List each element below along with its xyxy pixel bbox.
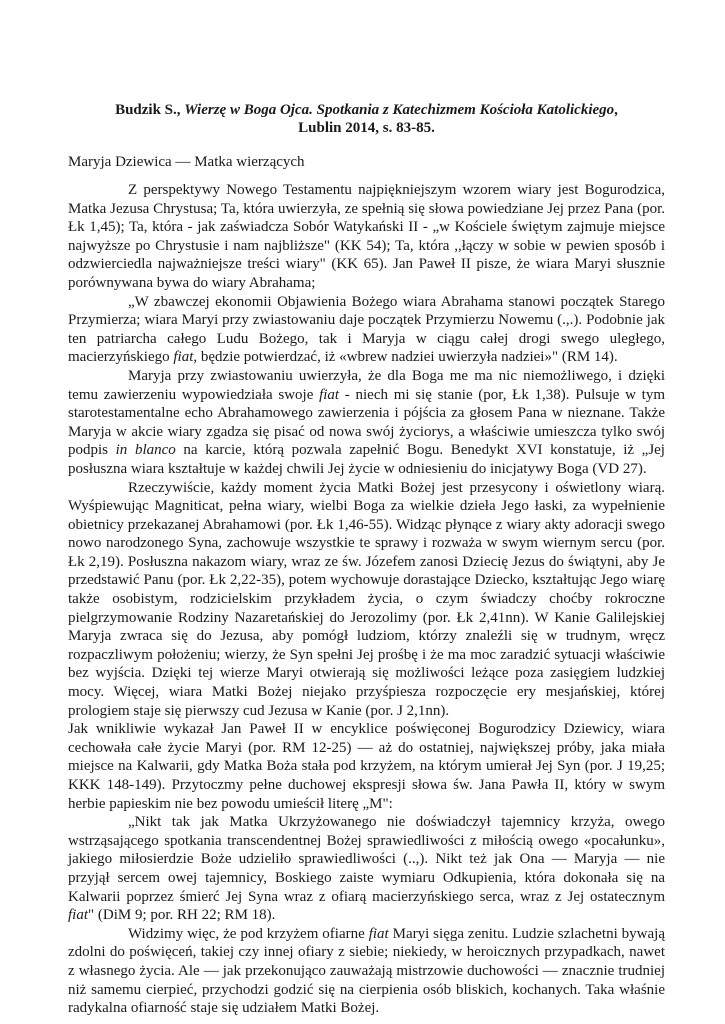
paragraph xyxy=(68,293,665,367)
text-run: Widzimy więc, że pod krzyżem ofiarne xyxy=(128,925,369,942)
citation-publication: Lublin 2014, s. 83-85. xyxy=(298,120,435,136)
paragraph xyxy=(68,367,665,479)
text-run: Rzeczywiście, każdy moment życia Matki Bożej jest przesycony i oświetlony wiarą. Wyśpiewując Magniticat, pełna wiary, wielbi Boga za wielkie dzieła Jego łaski, za wypełnienie obietnicy przekazanej Abrahamowi (por. Łk 1,46-55). Widząc płynące z wiary akty adoracji swego nowo narodzonego Syna, zachowuje wszystkie te sprawy i rozważa w swym wiernym sercu (por. Łk 2,19). Posłuszna nakazom wiary, wraz ze św. Józefem zanosi Dziecię Jezus do świątyni, aby Je przedstawić Panu (por. Łk 2,22-35), potem wychowuje dorastające Dziecko, kształtując Jego wiarę także osobistym, rodzicielskim przykładem życia, o czym świadczy choćby rokroczne pielgrzymowanie Rodziny Nazaretańskiej do Jerozolimy (por. Łk 2,41nn). W Kanie Galilejskiej Maryja zwraca się do Jezusa, aby pomógł ludziom, którzy znaleźli się w trudnym, wręcz rozpaczliwym położeniu; wierzy, że Syn spełni Jej prośbę i że ma moc zaradzić sytuacji właściwie bez wyjścia. Dzięki tej wierze Maryi otwierają się możliwości leżące poza zasięgiem ludzkiej mocy. Więcej, wiara Matki Bożej niejako przyśpiesza rozpoczęcie ery mesjańskiej, której prologiem staje się pierwszy cud Jezusa w Kanie (por. J 2,1nn). xyxy=(68,479,665,719)
italic-term: fiat xyxy=(173,349,194,366)
text-run: Jak wnikliwie wykazał Jan Paweł II w encyklice poświęconej Bogurodzicy Dziewicy, wiara cechowała całe życie Maryi (por. RM 12-25) — aż do ostatniej, największej próby, jaka miała miejsce na Kalwarii, gdy Matka Boża stała pod krzyżem, na którym umierał Jej Syn (por. J 19,25; KKK 148-149). Przytoczmy pełne duchowej ekspresji słowa św. Jana Pawła II, który w swym herbie papieskim nie bez powodu umieścił literę „M": xyxy=(68,721,665,812)
text-run: , będzie potwierdzać, iż «wbrew nadziei uwierzyła nadziei»" (RM 14). xyxy=(193,349,618,366)
text-run: Maryja przy zwiastowaniu uwierzyła, że dla Boga me ma nic niemożliwego, i dzięki temu zawierzeniu wypowiedziała swoje xyxy=(68,367,665,403)
paragraph xyxy=(68,720,665,813)
paragraph xyxy=(68,479,665,721)
section-title: Maryja Dziewica — Matka wierzących xyxy=(68,154,305,170)
citation-comma: , xyxy=(614,102,618,118)
citation-header xyxy=(68,101,665,137)
italic-term: in blanco xyxy=(115,442,176,459)
italic-term: fiat xyxy=(319,386,340,403)
text-run: na karcie, którą pozwala zapełnić Bogu. Benedykt XVI konstatuje, iż „Jej posłuszna wiara kształtuje w każdej chwili Jej życie w odniesieniu do inicjatywy Boga (VD 27). xyxy=(68,442,665,477)
text-run: Maryi sięga zenitu. Ludzie szlachetni bywają zdolni do poświęceń, takiej czy innej ofiary z siebie; niekiedy, w heroicznych przypadkach, nawet z własnego życia. Ale — jak przekonująco zauważają mistrzowie duchowości — znacznie trudniej niż samemu cierpieć, przychodzi godzić się na cierpienia osób bliskich, kochanych. Taka właśnie radykalna ofiarność staje się udziałem Matki Bożej. xyxy=(68,925,665,1017)
paragraph xyxy=(68,181,665,293)
text-run: „Nikt tak jak Matka Ukrzyżowanego nie doświadczył tajemnicy krzyża, owego wstrząsającego spotkania transcendentnej Bożej sprawiedliwości z miłością owego «pocałunku», jakiego miłosierdzie Boże udzieliło sprawiedliwości (..,). Nikt też jak Ona — Maryja — nie przyjął sercem owej tajemnicy, Boskiego zaiste wymiaru Odkupienia, która dokonała się na Kalwarii poprzez śmierć Jej Syna wraz z ofiarą macierzyńskiego serca, wraz z Jej ostatecznym xyxy=(68,814,665,905)
italic-term: fiat xyxy=(368,925,389,942)
text-run: „W zbawczej ekonomii Objawienia Bożego wiara Abrahama stanowi początek Starego Przymierza; wiara Maryi przy zwiastowaniu daje początek Przymierzu Nowemu (.,.). Podobnie jak ten patriarcha całego Ludu Bożego, tak i Maryja w ciągu całej drogi swego uległego, macierzyńskiego xyxy=(68,293,665,366)
text-run: - niech mi się stanie (por, Łk 1,38). Pulsuje w tym starotestamentalne echo Abrahamowego zawierzenia i pójścia za głosem Pana w nieznane. Także Maryja w akcie wiary zgadza się pisać od nowa swój życiorys, a właściwie umieszcza tylko swój podpis xyxy=(68,386,665,459)
italic-term: fiat xyxy=(68,907,89,924)
paragraph xyxy=(68,925,665,1018)
text-run: Z perspektywy Nowego Testamentu najpiękniejszym wzorem wiary jest Bogurodzica, Matka Jezusa Chrystusa; Ta, która uwierzyła, ze spełnią się słowa powiedziane Jej przez Pana (por. Łk 1,45); Ta, która - jak zaświadcza Sobór Watykański II - „w Kościele świętym zajmuje miejsce najwyższe po Chrystusie i nam najbliższe" (KK 54); Ta, która ,,łączy w sobie w pewien sposób i odzwierciedla najważniejsze treści wiary" (KK 65). Jan Paweł II pisze, że wiara Maryi słusznie porównywana bywa do wiary Abrahama; xyxy=(68,182,665,291)
text-run: " (DiM 9; por. RH 22; RM 18). xyxy=(88,907,276,924)
paragraph xyxy=(68,813,665,925)
citation-author: Budzik S., xyxy=(115,102,185,118)
body-text xyxy=(68,181,665,1018)
citation-title: Wierzę w Boga Ojca. Spotkania z Katechizmem Kościoła Katolickiego xyxy=(184,102,615,118)
